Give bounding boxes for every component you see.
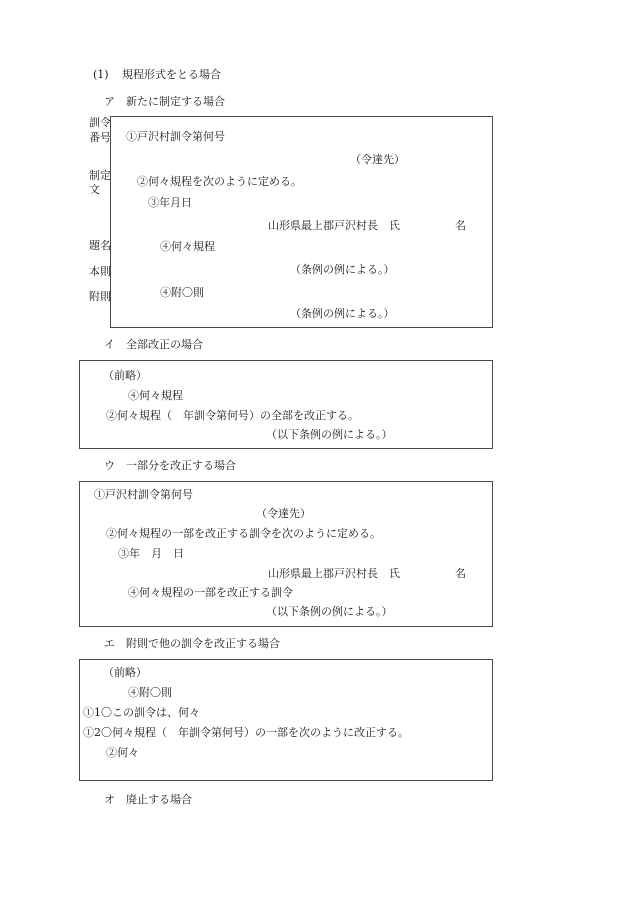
subsection-e-marker: エ (104, 637, 115, 650)
side-label-honsoku: 本則 (89, 265, 111, 278)
recipient-note: （令達先） (256, 507, 311, 520)
signer-name: 名 (455, 219, 466, 232)
kunrei-number: ①戸沢村訓令第何号 (126, 130, 225, 143)
omitted-note: （前略） (103, 666, 147, 679)
subsection-o-marker: オ (104, 793, 115, 806)
enactment-statement: ②何々規程の一部を改正する訓令を次のように定める。 (106, 527, 381, 540)
enactment-date: ③年月日 (148, 196, 192, 209)
signer-name: 名 (455, 567, 466, 580)
supplement-note: （条例の例による。） (290, 307, 395, 320)
side-label-bango: 番号 (89, 131, 111, 144)
enactment-statement: ②何々規程を次のように定める。 (137, 175, 302, 188)
supplementary-provisions: ④附〇則 (128, 686, 172, 699)
omitted-note: （前略） (103, 369, 147, 382)
subsection-a-marker: ア (104, 95, 115, 108)
side-label-fusoku: 附則 (89, 290, 111, 303)
following-note: （以下条例の例による。） (266, 605, 393, 618)
subsection-a-title: 新たに制定する場合 (126, 95, 225, 108)
kunrei-number: ①戸沢村訓令第何号 (94, 488, 193, 501)
signer: 山形県最上郡戸沢村長 氏 (268, 219, 400, 232)
side-label-daimei: 題名 (89, 239, 111, 252)
regulation-title: ④何々規程 (160, 240, 215, 253)
subsection-o-title: 廃止する場合 (126, 793, 192, 806)
side-label-bun: 文 (89, 183, 100, 196)
provision-line-1: ①1〇この訓令は、何々 (83, 706, 200, 719)
subsection-u-marker: ウ (104, 459, 115, 472)
provision-line-3: ②何々 (106, 746, 139, 759)
provision-line-2: ①2〇何々規程（ 年訓令第何号）の一部を次のように改正する。 (83, 726, 409, 739)
section-number: (1) (93, 68, 109, 81)
side-label-kunrei: 訓令 (89, 116, 111, 129)
signer: 山形県最上郡戸沢村長 氏 (268, 567, 400, 580)
regulation-title: ④何々規程 (128, 389, 183, 402)
supplementary-provisions: ④附〇則 (160, 286, 204, 299)
revision-statement: ②何々規程（ 年訓令第何号）の全部を改正する。 (106, 409, 359, 422)
recipient-note: （令達先） (350, 153, 405, 166)
body-note: （条例の例による。） (290, 263, 395, 276)
section-heading: 規程形式をとる場合 (122, 68, 221, 81)
subsection-u-title: 一部分を改正する場合 (126, 459, 236, 472)
following-note: （以下条例の例による。） (266, 428, 393, 441)
side-label-seitei: 制定 (89, 169, 111, 182)
enactment-date: ③年 月 日 (118, 547, 184, 560)
subsection-i-title: 全部改正の場合 (126, 338, 203, 351)
subsection-e-title: 附則で他の訓令を改正する場合 (126, 637, 280, 650)
regulation-title: ④何々規程の一部を改正する訓令 (128, 586, 293, 599)
subsection-i-marker: イ (104, 338, 115, 351)
